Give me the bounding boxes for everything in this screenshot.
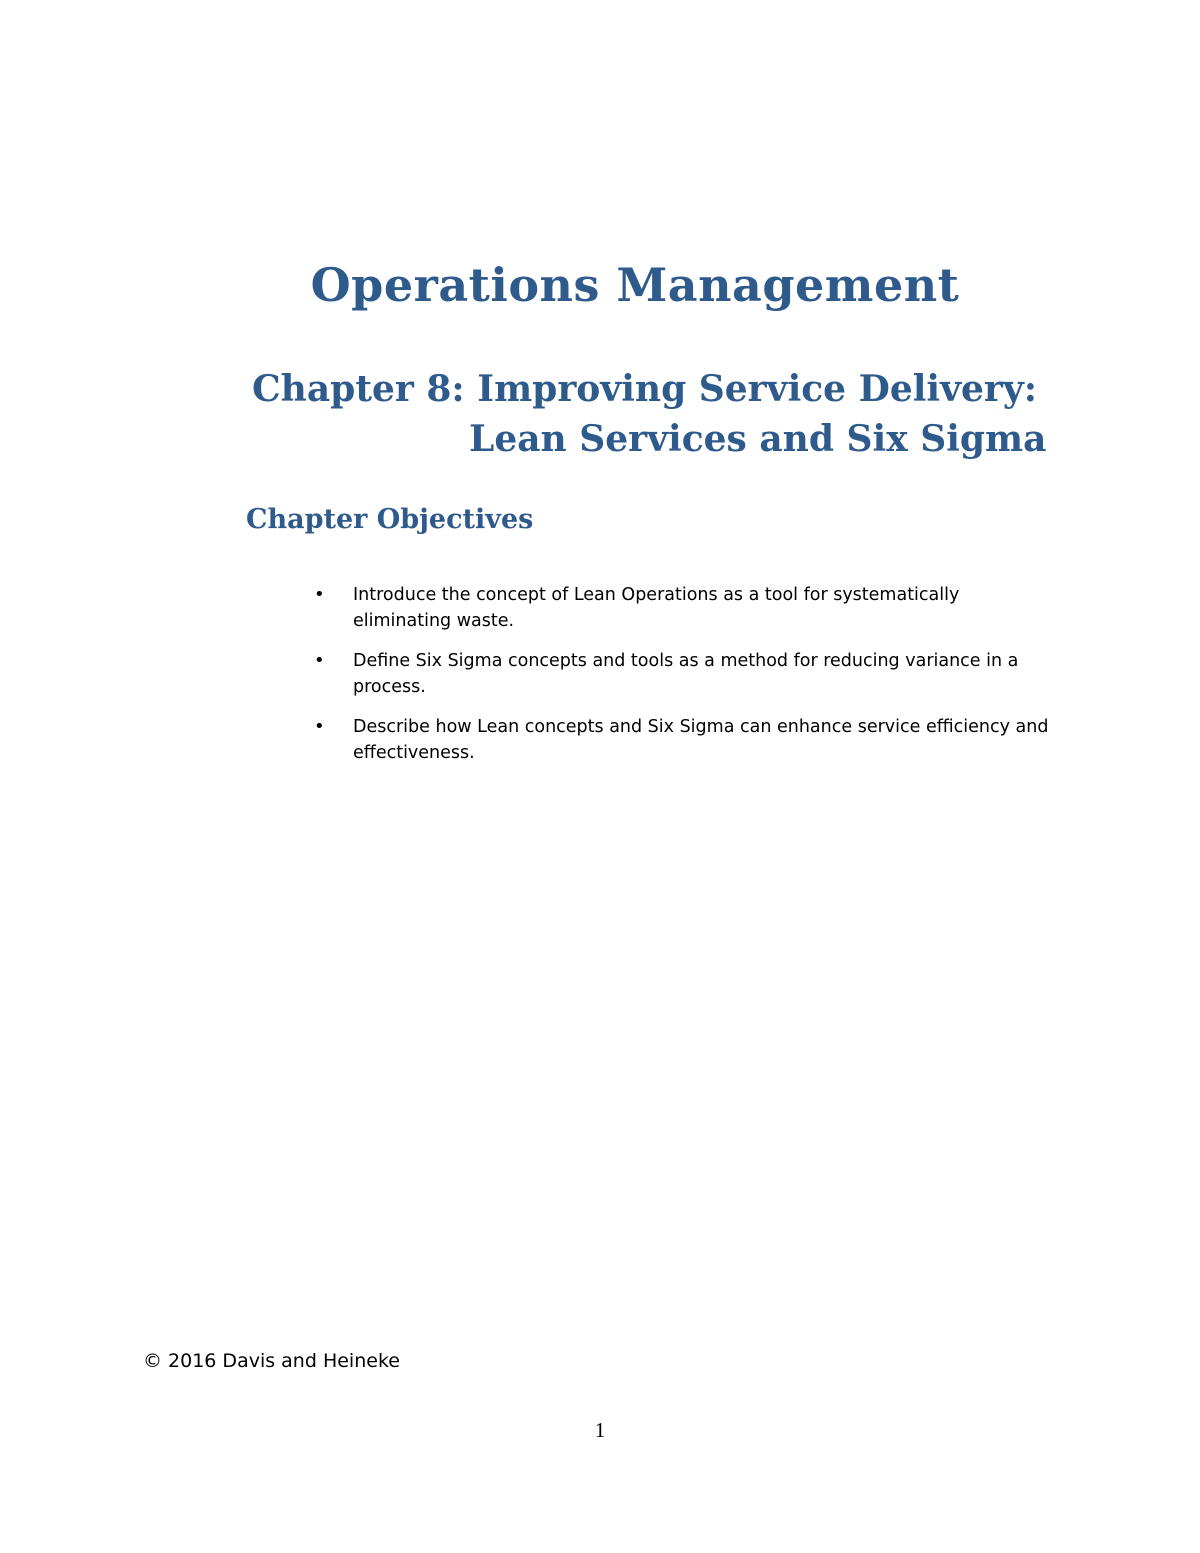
objective-text: Define Six Sigma concepts and tools as a method for reducing variance in a process. — [353, 651, 1019, 697]
chapter-title-line-1: Chapter 8: Improving Service Delivery: — [252, 368, 1038, 410]
bullet-icon: • — [314, 650, 325, 671]
objective-item — [312, 714, 1052, 766]
bullet-icon: • — [314, 584, 325, 605]
chapter-title-line-2: Lean Services and Six Sigma — [469, 418, 1047, 460]
document-title: Operations Management — [310, 258, 960, 312]
objective-item — [312, 582, 1052, 634]
objectives-heading: Chapter Objectives — [246, 504, 534, 535]
bullet-icon: • — [314, 716, 325, 737]
page-number: 1 — [594, 1418, 606, 1442]
objectives-list — [312, 582, 1052, 780]
objective-text: Introduce the concept of Lean Operations as a tool for systematically eliminating waste. — [353, 585, 960, 631]
objective-item — [312, 648, 1052, 700]
objective-text: Describe how Lean concepts and Six Sigma can enhance service efficiency and effectiveness. — [353, 717, 1049, 763]
copyright-notice: © 2016 Davis and Heineke — [143, 1350, 400, 1372]
